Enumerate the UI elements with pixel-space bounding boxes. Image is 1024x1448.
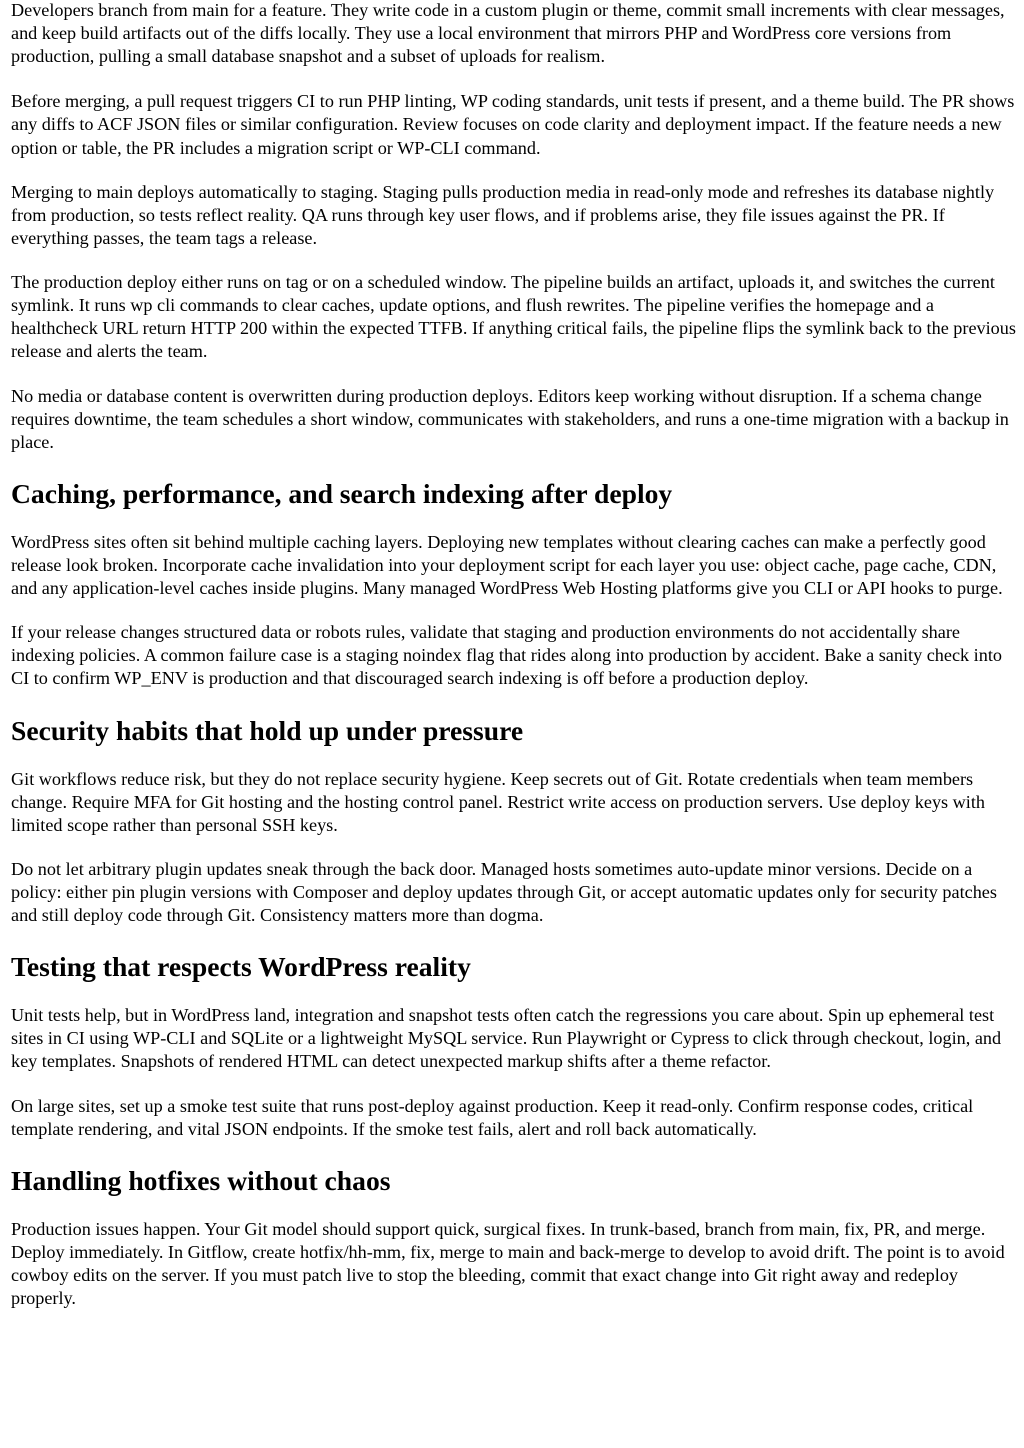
heading-hotfixes: Handling hotfixes without chaos <box>11 1164 391 1196</box>
paragraph-production-deploy: The production deploy either runs on tag or on a scheduled window. The pipeline builds an artifact, uploads it, and switches the current symlink. It runs wp cli commands to clear caches, update options, and flush rewrites. The pipeline verifies the homepage and a healthcheck URL return HTTP 200 within the expected TTFB. If anything critical fails, the pipeline flips the symlink back to the previous release and alerts the team. <box>11 272 1016 362</box>
paragraph-caching-layers: WordPress sites often sit behind multiple caching layers. Deploying new templates without clearing caches can make a perfectly good release look broken. Incorporate cache invalidation into your deployment script for each layer you use: object cache, page cache, CDN, and any application-level caches inside plugins. Many managed WordPress Web Hosting platforms give you CLI or API hooks to purge. <box>11 531 1003 599</box>
paragraph-hotfix-process: Production issues happen. Your Git model should support quick, surgical fixes. In trunk-based, branch from main, fix, PR, and merge. Deploy immediately. In Gitflow, create hotfix/hh-mm, fix, merge to main and back-merge to develop to avoid drift. The point is to avoid cowboy edits on the server. If you must patch live to stop the bleeding, commit that exact change into Git right away and redeploy properly. <box>11 1218 1005 1309</box>
paragraph-staging: Merging to main deploys automatically to staging. Staging pulls production media in read-only mode and refreshes its database nightly from production, so tests reflect reality. QA runs through key user flows, and if problems arise, they file issues against the PR. If everything passes, the team tags a release. <box>11 181 995 248</box>
paragraph-feature-branch: Developers branch from main for a feature. They write code in a custom plugin or theme, commit small increments with clear messages, and keep build artifacts out of the diffs locally. They use a local environment that mirrors PHP and WordPress core versions from production, pulling a small database snapshot and a subset of uploads for realism. <box>11 0 1005 67</box>
paragraph-indexing: If your release changes structured data or robots rules, validate that staging and production environments do not accidentally share indexing policies. A common failure case is a staging noindex flag that rides along into production by accident. Bake a sanity check into CI to confirm WP_ENV is production and that discouraged search indexing is off before a production deploy. <box>11 622 1002 689</box>
paragraph-security-hygiene: Git workflows reduce risk, but they do not replace security hygiene. Keep secrets out of Git. Rotate credentials when team members change. Require MFA for Git hosting and the hosting control panel. Restrict write access on production servers. Use deploy keys with limited scope rather than personal SSH keys. <box>11 768 985 835</box>
paragraph-no-overwrite: No media or database content is overwritten during production deploys. Editors keep working without disruption. If a schema change requires downtime, the team schedules a short window, communicates with stakeholders, and runs a one-time migration with a backup in place. <box>11 385 1009 452</box>
heading-testing: Testing that respects WordPress reality <box>11 951 471 983</box>
paragraph-pull-request: Before merging, a pull request triggers CI to run PHP linting, WP coding standards, unit tests if present, and a theme build. The PR shows any diffs to ACF JSON files or similar configuration. Review focuses on code clarity and deployment impact. If the feature needs a new option or table, the PR includes a migration script or WP-CLI command. <box>11 91 1015 158</box>
paragraph-smoke-tests: On large sites, set up a smoke test suite that runs post-deploy against production. Keep it read-only. Confirm response codes, critical template rendering, and vital JSON endpoints. If the smoke test fails, alert and roll back automatically. <box>11 1095 974 1139</box>
paragraph-integration-tests: Unit tests help, but in WordPress land, integration and snapshot tests often catch the regressions you care about. Spin up ephemeral test sites in CI using WP-CLI and SQLite or a lightweight MySQL service. Run Playwright or Cypress to click through checkout, login, and key templates. Snapshots of rendered HTML can detect unexpected markup shifts after a theme refactor. <box>11 1005 1002 1072</box>
heading-security: Security habits that hold up under pressure <box>11 714 524 746</box>
heading-caching: Caching, performance, and search indexing after deploy <box>11 477 673 509</box>
paragraph-plugin-updates: Do not let arbitrary plugin updates sneak through the back door. Managed hosts sometimes auto-update minor versions. Decide on a policy: either pin plugin versions with Composer and deploy updates through Git, or accept automatic updates only for security patches and still deploy code through Git. Consistency matters more than dogma. <box>11 858 997 926</box>
